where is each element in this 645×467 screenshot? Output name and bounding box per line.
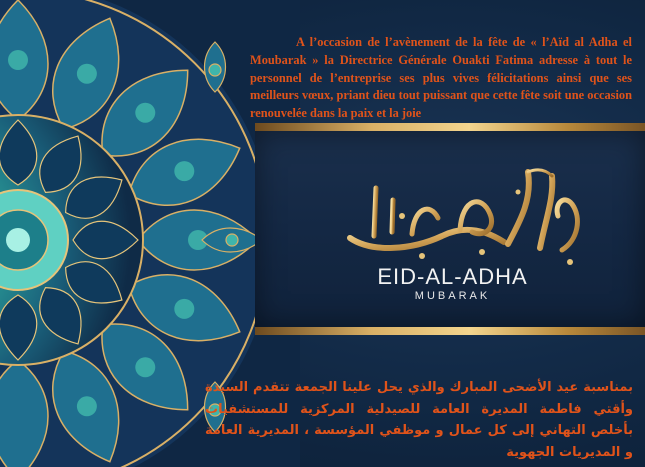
eid-subtitle: MUBARAK bbox=[414, 290, 491, 302]
gold-bar-top bbox=[255, 123, 645, 131]
french-message: A l’occasion de l’avènement de la fête de « l’Aïd al Adha el Moubarak » la Directrice Générale Ouakti Fatima adresse à tout le personnel de l’entreprise ses plus vives félicitations ainsi que ses meilleurs vœux, priant dieu tout puissant que cette fête soit une occasion renouvelée dans la paix et la joie bbox=[250, 35, 632, 120]
arabic-calligraphy-icon bbox=[332, 158, 597, 270]
eid-title: EID-AL-ADHA bbox=[377, 264, 528, 289]
arabic-message: بمناسبة عيد الأضحى المبارك والذي يحل علينا الجمعة تتقدم السيدة وأقتي فاطمة المديرة العامة للصيدلية المركزية للمستشفيات بأخلص التهاني إلى كل عمال و موظفي المؤسسة ، المديرية العامة و المديريات الجهوية bbox=[205, 380, 633, 460]
gold-bar-bottom bbox=[255, 327, 645, 335]
